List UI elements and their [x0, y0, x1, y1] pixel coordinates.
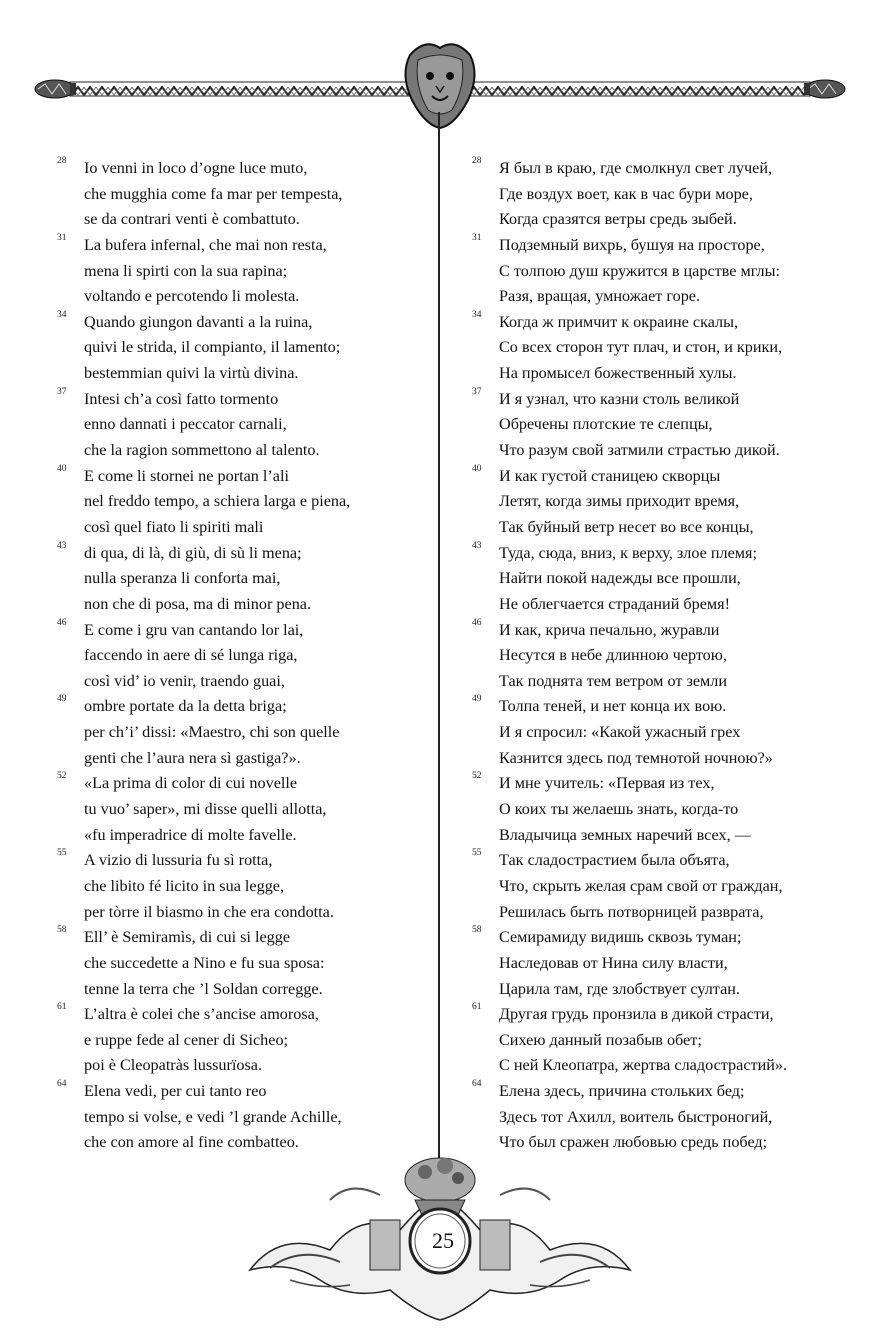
verse-number: 40	[472, 463, 482, 474]
verse-line: И мне учитель: «Первая из тех,	[499, 774, 715, 793]
verse-number: 64	[57, 1079, 67, 1090]
verse-line: non che di posa, ma di minor pena.	[84, 594, 312, 613]
verse-number: 40	[57, 463, 67, 474]
verse-line: per ch’i’ dissi: «Maestro, chi son quelle	[84, 723, 340, 742]
verse-line: Елена здесь, причина стольких бед;	[499, 1082, 745, 1101]
tercet	[57, 156, 427, 233]
verse-line: Что был сражен любовью средь побед;	[499, 1133, 768, 1152]
verse-number: 49	[472, 694, 482, 705]
tercet	[472, 771, 872, 848]
verse-number: 43	[472, 540, 482, 551]
tercet	[472, 925, 872, 1002]
tercet	[57, 925, 427, 1002]
verse-line: Семирамиду видишь сквозь туман;	[499, 928, 742, 947]
verse-line: A vizio di lussuria fu sì rotta,	[84, 851, 273, 870]
verse-number: 46	[472, 617, 482, 628]
verse-line: Толпа теней, и нет конца их вою.	[499, 697, 727, 716]
tercet	[57, 541, 427, 618]
verse-line: Обречены плотские те слепцы,	[499, 415, 713, 434]
verse-number: 31	[472, 232, 482, 243]
verse-number: 43	[57, 540, 67, 551]
verse-line: E come i gru van cantando lor lai,	[84, 620, 304, 639]
verse-number: 34	[472, 309, 482, 320]
verse-line: enno dannati i peccator carnali,	[84, 415, 287, 434]
verse-line: Так поднята тем ветром от земли	[499, 671, 728, 690]
verse-line: Когда ж примчит к окраине скалы,	[499, 312, 739, 331]
verse-line: «fu imperadrice di molte favelle.	[84, 825, 297, 844]
verse-line: Казнится здесь под темнотой ночною?»	[499, 748, 773, 767]
verse-line: nulla speranza li conforta mai,	[84, 569, 281, 588]
verse-line: Elena vedi, per cui tanto reo	[84, 1082, 267, 1101]
tercet	[472, 156, 872, 233]
verse-line: Что разум свой затмили страстью дикой.	[499, 441, 780, 460]
tercet	[57, 618, 427, 695]
verse-line: faccendo in aere di sé lunga riga,	[84, 646, 298, 665]
verse-line: se da contrari venti è combattuto.	[84, 210, 300, 229]
verse-line: Сихею данный позабыв обет;	[499, 1030, 702, 1049]
verse-line: voltando e percotendo li molesta.	[84, 287, 300, 306]
verse-line: E come li stornei ne portan l’ali	[84, 466, 289, 485]
verse-line: И я спросил: «Какой ужасный грех	[499, 723, 741, 742]
verse-line: tempo si volse, e vedi ’l grande Achille,	[84, 1107, 342, 1126]
verse-number: 52	[57, 771, 67, 782]
left-finial-icon	[35, 80, 76, 98]
verse-line: Наследовав от Нина силу власти,	[499, 953, 728, 972]
verse-line: Другая грудь пронзила в дикой страсти,	[499, 1005, 774, 1024]
russian-text-column	[472, 156, 872, 1156]
verse-number: 61	[472, 1002, 482, 1013]
tercet	[472, 848, 872, 925]
header-rope-ornament	[0, 0, 880, 140]
tercet	[472, 233, 872, 310]
verse-line: Со всех сторон тут плач, и стон, и крики,	[499, 338, 783, 357]
verse-line: И как густой станицею скворцы	[499, 466, 721, 485]
verse-number: 34	[57, 309, 67, 320]
tercet	[472, 1002, 872, 1079]
verse-number: 37	[472, 386, 482, 397]
verse-number: 28	[57, 156, 67, 166]
tercet	[57, 310, 427, 387]
verse-line: tu vuo’ saper», mi disse quelli allotta,	[84, 800, 327, 819]
tercet	[472, 541, 872, 618]
verse-line: di qua, di là, di giù, di sù li mena;	[84, 543, 302, 562]
verse-line: Разя, вращая, умножает горе.	[499, 287, 701, 306]
right-finial-icon	[804, 80, 845, 98]
verse-line: bestemmian quivi la virtù divina.	[84, 364, 299, 383]
verse-line: Туда, сюда, вниз, к верху, злое племя;	[499, 543, 757, 562]
verse-number: 52	[472, 771, 482, 782]
flower-basket-icon	[405, 1158, 475, 1215]
tercet	[57, 233, 427, 310]
verse-line: С ней Клеопатра, жертва сладострастий».	[499, 1056, 788, 1075]
verse-number: 64	[472, 1079, 482, 1090]
verse-line: che con amore al fine combatteo.	[84, 1133, 299, 1152]
verse-line: così vid’ io venir, traendo guai,	[84, 671, 285, 690]
verse-line: Не облегчается страданий бремя!	[499, 594, 730, 613]
verse-number: 46	[57, 617, 67, 628]
tercet	[472, 464, 872, 541]
verse-number: 28	[472, 156, 482, 166]
verse-line: Ell’ è Semiramìs, di cui si legge	[84, 928, 291, 947]
tercet	[472, 387, 872, 464]
italian-text-column	[57, 156, 427, 1156]
verse-line: Quando giungon davanti a la ruina,	[84, 312, 313, 331]
tercet	[472, 310, 872, 387]
verse-line: e ruppe fede al cener di Sicheo;	[84, 1030, 289, 1049]
verse-line: Владычица земных наречий всех, —	[499, 825, 751, 844]
verse-line: poi è Cleopatràs lussurïosa.	[84, 1056, 263, 1075]
tercet	[57, 464, 427, 541]
tercet	[472, 694, 872, 771]
verse-line: genti che l’aura nera sì gastiga?».	[84, 748, 301, 767]
verse-number: 61	[57, 1002, 67, 1013]
verse-line: nel freddo tempo, a schiera larga e piena,	[84, 492, 351, 511]
tercet	[57, 848, 427, 925]
tercet	[57, 1002, 427, 1079]
verse-number: 31	[57, 232, 67, 243]
verse-line: ombre portate da la detta briga;	[84, 697, 287, 716]
verse-line: per tòrre il biasmo in che era condotta.	[84, 902, 334, 921]
verse-line: С толпою душ кружится в царстве мглы:	[499, 261, 781, 280]
verse-line: Когда сразятся ветры средь зыбей.	[499, 210, 737, 229]
tercet	[57, 771, 427, 848]
verse-line: Io venni in loco d’ogne luce muto,	[84, 159, 308, 177]
verse-line: Царила там, где злобствует султан.	[499, 979, 740, 998]
verse-line: Решилась быть потворницей разврата,	[499, 902, 764, 921]
verse-number: 55	[472, 848, 482, 859]
verse-line: И как, крича печально, журавли	[499, 620, 720, 639]
verse-line: tenne la terra che ’l Soldan corregge.	[84, 979, 323, 998]
verse-line: quivi le strida, il compianto, il lamento;	[84, 338, 341, 357]
verse-number: 58	[472, 925, 482, 936]
verse-line: che succedette a Nino e fu sua sposa:	[84, 953, 325, 972]
verse-line: così quel fiato li spiriti mali	[84, 517, 264, 536]
verse-line: L’altra è colei che s’ancise amorosa,	[84, 1005, 319, 1024]
verse-number: 55	[57, 848, 67, 859]
verse-number: 58	[57, 925, 67, 936]
page-number: 25	[432, 1228, 454, 1253]
verse-line: che mugghia come fa mar per tempesta,	[84, 184, 343, 203]
verse-line: Несутся в небе длинною чертою,	[499, 646, 727, 665]
verse-line: «La prima di color di cui novelle	[84, 774, 298, 793]
verse-line: Где воздух воет, как в час бури море,	[499, 184, 753, 203]
verse-line: Intesi ch’a così fatto tormento	[84, 389, 279, 408]
verse-line: Я был в краю, где смолкнул свет лучей,	[499, 159, 773, 177]
verse-line: Подземный вихрь, бушуя на просторе,	[499, 235, 765, 254]
tercet	[57, 387, 427, 464]
verse-line: О коих ты желаешь знать, когда-то	[499, 800, 739, 819]
verse-number: 49	[57, 694, 67, 705]
verse-line: Здесь тот Ахилл, воитель быстроногий,	[499, 1107, 773, 1126]
verse-line: Найти покой надежды все прошли,	[499, 569, 741, 588]
verse-line: На промысел божественный хулы.	[499, 364, 737, 383]
verse-line: Так сладострастием была объята,	[499, 851, 730, 870]
verse-line: mena li spirti con la sua rapina;	[84, 261, 288, 280]
column-divider	[438, 112, 440, 1162]
verse-number: 37	[57, 386, 67, 397]
tercet	[57, 694, 427, 771]
lion-head-icon	[405, 44, 474, 128]
verse-line: che la ragion sommettono al talento.	[84, 441, 320, 460]
verse-line: La bufera infernal, che mai non resta,	[84, 235, 327, 254]
verse-line: che libito fé licito in sua legge,	[84, 876, 285, 895]
tercet	[472, 618, 872, 695]
verse-line: Что, скрыть желая срам свой от граждан,	[499, 876, 783, 895]
verse-line: Так буйный ветр несет во все концы,	[499, 517, 754, 536]
verse-line: Летят, когда зимы приходит время,	[499, 492, 740, 511]
verse-line: И я узнал, что казни столь великой	[499, 389, 740, 408]
